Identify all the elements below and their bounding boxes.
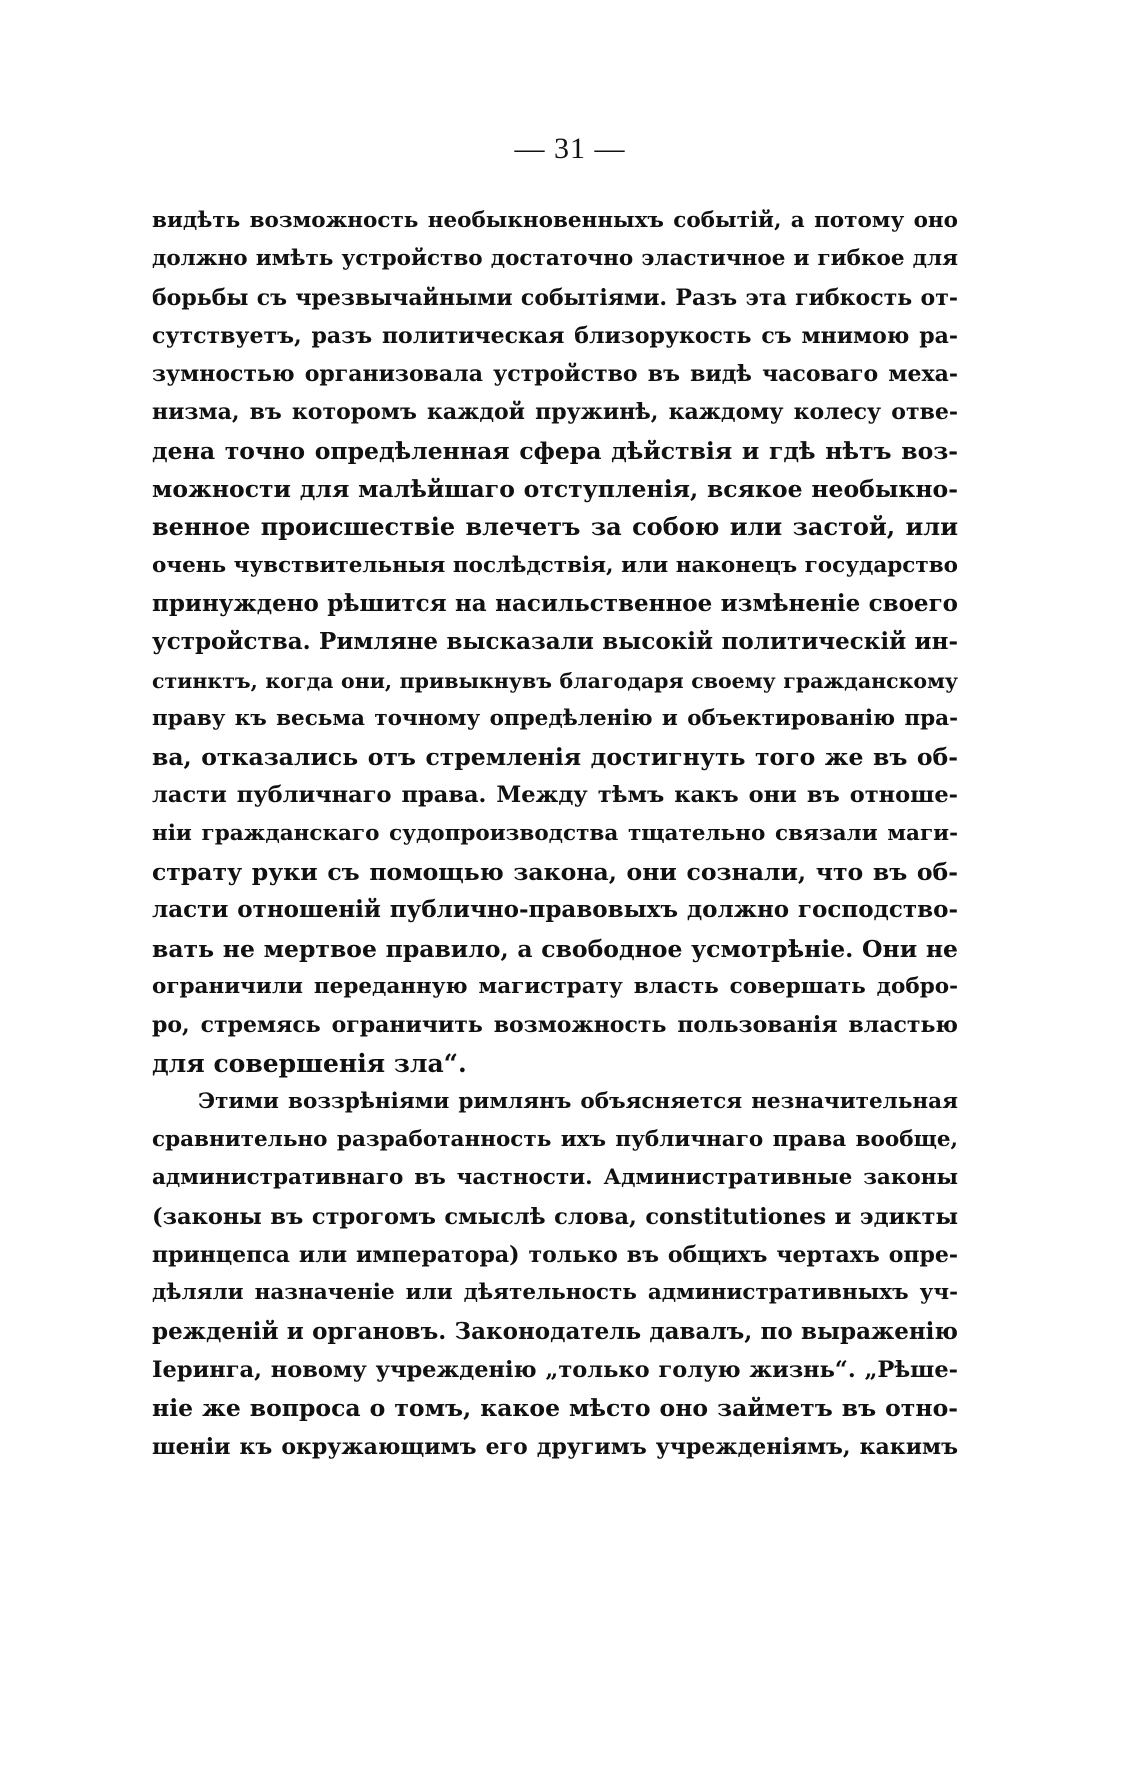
text-line: принуждено рѣшится на насильственное измѣненіе своего <box>152 589 958 617</box>
text-line: шеніи къ окружающимъ его другимъ учрежденіямъ, какимъ <box>152 1433 958 1460</box>
text-line: сравнительно разработанность ихъ публичнаго права вообще, <box>152 1127 958 1153</box>
text-line: ограничили переданную магистрату власть совершать добро- <box>152 973 958 999</box>
page-number: — 31 — <box>514 132 626 165</box>
text-line: низма, въ которомъ каждой пружинѣ, каждому колесу отве- <box>152 399 958 426</box>
text-line: режденій и органовъ. Законодатель давалъ, по выраженію <box>152 1317 958 1345</box>
text-line: венное происшествіе влечетъ за собою или застой, или <box>152 512 958 542</box>
text-line: для совершенія зла“. <box>152 1048 467 1078</box>
text-line: вать не мертвое правило, а свободное усмотрѣніе. Они не <box>152 934 958 963</box>
text-line: ро, стремясь ограничить возможность пользованія властью <box>152 1012 958 1039</box>
text-line: Этими воззрѣніями римлянъ объясняется незначительная <box>198 1088 958 1114</box>
text-line: сутствуетъ, разъ политическая близорукость съ мнимою ра- <box>152 322 958 349</box>
text-line: дѣляли назначеніе или дѣятельность административныхъ уч- <box>152 1280 958 1306</box>
text-line: можности для малѣйшаго отступленія, всякое необыкно- <box>152 475 958 504</box>
text-line: страту руки съ помощью закона, они сознали, что въ об- <box>152 858 958 887</box>
text-line: борьбы съ чрезвычайными событіями. Разъ эта гибкость от- <box>152 284 958 311</box>
paragraph-1 <box>152 202 958 1083</box>
text-line: ніе же вопроса о томъ, какое мѣсто оно займетъ въ отно- <box>152 1394 958 1423</box>
text-line: зумностью организовала устройство въ видѣ часоваго меха- <box>152 361 958 388</box>
text-line: ласти отношеній публично-правовыхъ должно господство- <box>152 896 958 924</box>
paragraph-2 <box>152 1083 958 1466</box>
body-text <box>152 202 958 1466</box>
text-line: Іеринга, новому учрежденію „только голую жизнь“. „Рѣше- <box>152 1356 958 1383</box>
text-line: ва, отказались отъ стремленія достигнуть того же въ об- <box>152 743 958 772</box>
text-line: административнаго въ частности. Административные законы <box>152 1165 958 1191</box>
text-line: видѣть возможность необыкновенныхъ событій, а потому оно <box>152 208 958 233</box>
text-line: должно имѣть устройство достаточно эластичное и гибкое для <box>152 246 958 272</box>
text-line: ласти публичнаго права. Между тѣмъ какъ они въ отноше- <box>152 782 958 809</box>
text-line: ніи гражданскаго судопроизводства тщательно связали маги- <box>152 820 958 846</box>
text-line: праву къ весьма точному опредѣленію и объектированію пра- <box>152 705 958 731</box>
text-line: стинктъ, когда они, привыкнувъ благодаря своему гражданскому <box>152 668 958 693</box>
text-line: устройства. Римляне высказали высокій политическій ин- <box>152 628 958 656</box>
text-line: дена точно опредѣленная сфера дѣйствія и гдѣ нѣтъ воз- <box>152 436 958 465</box>
text-line: принцепса или императора) только въ общихъ чертахъ опре- <box>152 1242 958 1269</box>
text-line: (законы въ строгомъ смыслѣ слова, constitutiones и эдикты <box>152 1203 958 1230</box>
text-line: очень чувствительныя послѣдствія, или наконецъ государство <box>152 552 958 578</box>
